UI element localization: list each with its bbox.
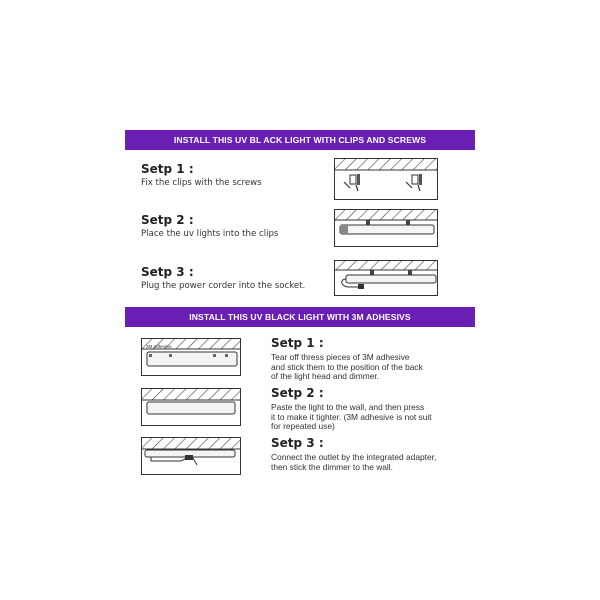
section1-step1-desc: Fix the clips with the screws <box>141 178 262 188</box>
section2-step3-desc <box>271 453 436 472</box>
section1-step2-desc: Place the uv lights into the clips <box>141 229 279 239</box>
section2-step1-line3: of the light head and dimmer. <box>271 371 380 382</box>
section2-step3-title: Setp 3 : <box>271 436 324 450</box>
clips-screws-illustration <box>334 158 438 200</box>
section2-step3-line2: then stick the dimmer to the wall. <box>271 461 393 472</box>
adhesive-illustration <box>141 338 241 376</box>
section2-step2-desc <box>271 403 432 432</box>
section1-step3-title: Setp 3 : <box>141 265 194 279</box>
paste-wall-illustration <box>141 388 241 426</box>
section1-step2-title: Setp 2 : <box>141 213 194 227</box>
section2-step3-line1: Connect the outlet by the integrated adapter, <box>271 452 437 462</box>
section2-step1-title: Setp 1 : <box>271 336 324 350</box>
section1-step1-title: Setp 1 : <box>141 162 194 176</box>
section2-step2-line2: it to make it tighter. (3M adhesive is not suit <box>271 411 432 422</box>
section2-step2-title: Setp 2 : <box>271 386 324 400</box>
connect-outlet-illustration <box>141 437 241 475</box>
adhesive-label: 3M Adhesive <box>146 344 172 349</box>
section2-step1-line2: and stick them to the position of the back <box>271 361 423 372</box>
section2-step1-line1: Tear off thress pieces of 3M adhesive <box>271 352 410 362</box>
section2-banner: INSTALL THIS UV BLACK LIGHT WITH 3M ADHESIVS <box>125 307 475 327</box>
section2-step2-line1: Paste the light to the wall, and then press <box>271 402 425 412</box>
section2-step2-line3: for repeated use) <box>271 421 335 432</box>
light-into-clips-illustration <box>334 209 438 247</box>
section2-step1-desc <box>271 353 423 382</box>
section1-step3-desc: Plug the power corder into the socket. <box>141 281 306 291</box>
section1-banner: INSTALL THIS UV BL ACK LIGHT WITH CLIPS AND SCREWS <box>125 130 475 150</box>
power-cord-illustration <box>334 260 438 296</box>
